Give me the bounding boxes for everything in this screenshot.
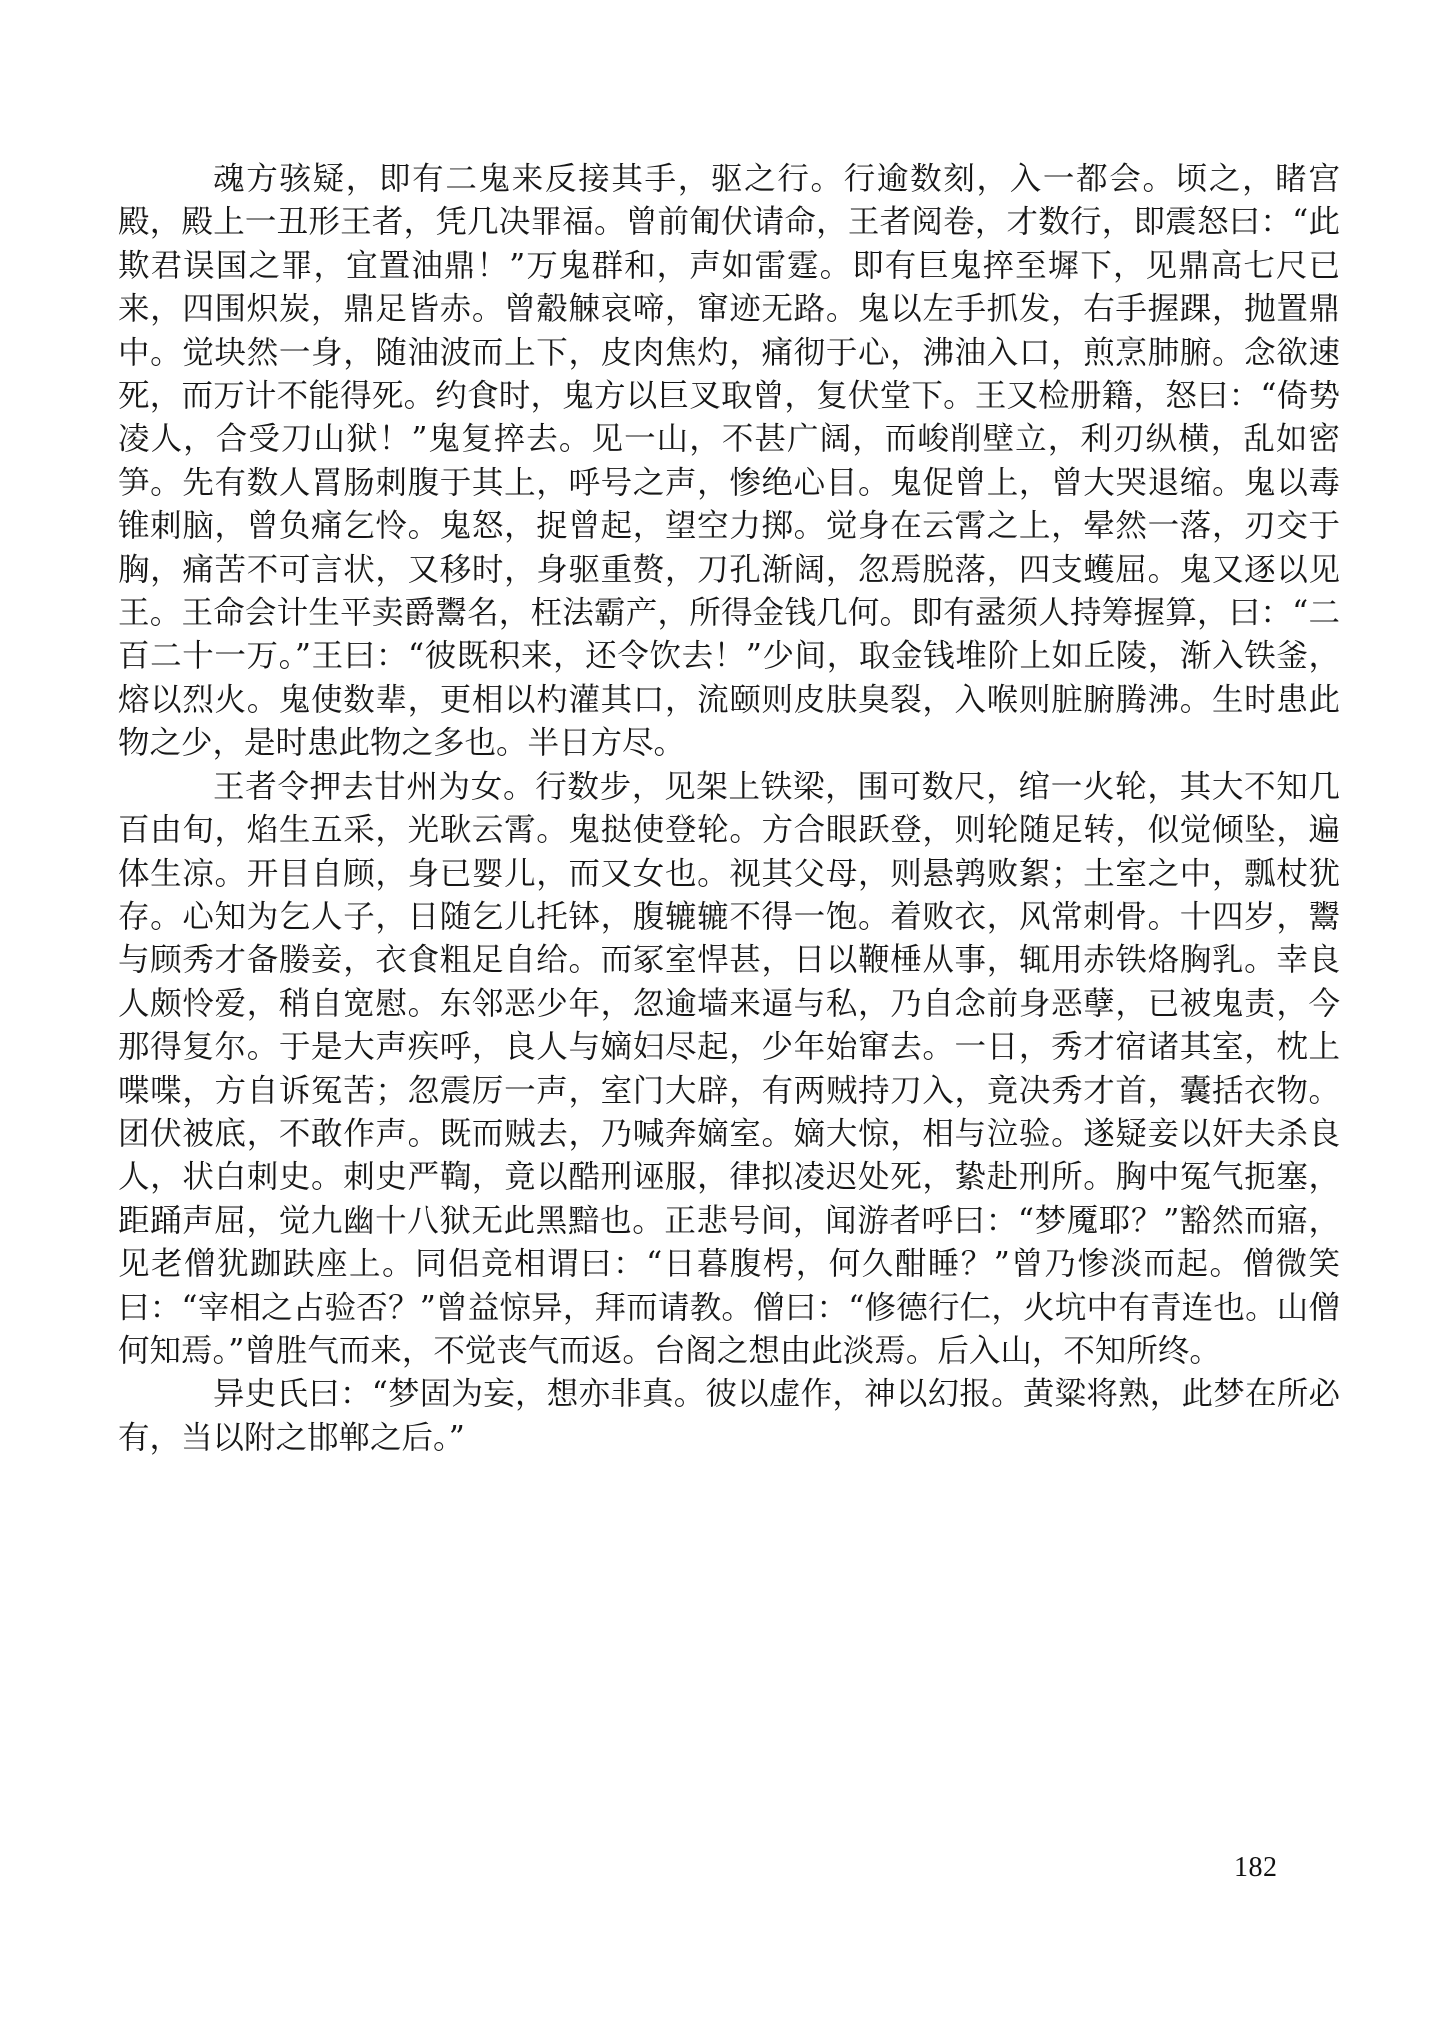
paragraph-2: 王者令押去甘州为女。行数步，见架上铁梁，围可数尺，绾一火轮，其大不知几百由旬，焰生五采，光耿云霄。鬼挞使登轮。方合眼跃登，则轮随足转，似觉倾坠，遍体生凉。开目自顾，身已婴儿，而又女也。视其父母，则悬鹑败絮；土室之中，瓢杖犹存。心知为乞人子，日随乞儿托钵，腹辘辘不得一饱。着败衣，风常刺骨。十四岁，鬻与顾秀才备媵妾，衣食粗足自给。而冢室悍甚，日以鞭棰从事，辄用赤铁烙胸乳。幸良人颇怜爱，稍自宽慰。东邻恶少年，忽逾墙来逼与私，乃自念前身恶孽，已被鬼责，今那得复尔。于是大声疾呼，良人与嫡妇尽起，少年始窜去。一日，秀才宿诸其室，枕上喋喋，方自诉冤苦；忽震厉一声，室门大辟，有两贼持刀入，竟决秀才首，囊括衣物。团伏被底，不敢作声。既而贼去，乃喊奔嫡室。嫡大惊，相与泣验。遂疑妾以奸夫杀良人，状白刺史。刺史严鞫，竟以酷刑诬服，律拟凌迟处死，絷赴刑所。胸中冤气扼塞，距踊声屈，觉九幽十八狱无此黑黯也。正悲号间，闻游者呼曰：“梦魇耶？”豁然而寤，见老僧犹跏趺座上。同侣竞相谓曰：“日暮腹枵，何久酣睡？”曾乃惨淡而起。僧微笑曰：“宰相之占验否？”曾益惊异，拜而请教。僧曰：“修德行仁，火坑中有青连也。山僧何知焉。”曾胜气而来，不觉丧气而返。台阁之想由此淡焉。后入山，不知所终。 [118, 768, 1340, 1369]
paragraph-1: 魂方骇疑，即有二鬼来反接其手，驱之行。行逾数刻，入一都会。顷之，睹宫殿，殿上一丑形王者，凭几决罪福。曾前匍伏请命，王者阅卷，才数行，即震怒曰：“此欺君误国之罪，宜置油鼎！”万鬼群和，声如雷霆。即有巨鬼捽至墀下，见鼎高七尺已来，四围炽炭，鼎足皆赤。曾觳觫哀啼，窜迹无路。鬼以左手抓发，右手握踝，抛置鼎中。觉块然一身，随油波而上下，皮肉焦灼，痛彻于心，沸油入口，煎烹肺腑。念欲速死，而万计不能得死。约食时，鬼方以巨叉取曾，复伏堂下。王又检册籍，怒曰：“倚势凌人，合受刀山狱！”鬼复捽去。见一山，不甚广阔，而峻削壁立，利刃纵横，乱如密笋。先有数人罥肠刺腹于其上，呼号之声，惨绝心目。鬼促曾上，曾大哭退缩。鬼以毒锥刺脑，曾负痛乞怜。鬼怒，捉曾起，望空力掷。觉身在云霄之上，晕然一落，刃交于胸，痛苦不可言状，又移时，身驱重赘，刀孔渐阔，忽焉脱落，四支蠖屈。鬼又逐以见王。王命会计生平卖爵鬻名，枉法霸产，所得金钱几何。即有盝须人持筹握算，曰：“二百二十一万。”王曰：“彼既积来，还令饮去！”少间，取金钱堆阶上如丘陵，渐入铁釜，熔以烈火。鬼使数辈，更相以杓灌其口，流颐则皮肤臭裂，入喉则脏腑腾沸。生时患此物之少，是时患此物之多也。半日方尽。 [118, 161, 1340, 762]
page-number: 182 [1234, 1852, 1278, 1883]
body-text [118, 158, 1340, 1460]
paragraph-3: 异史氏曰：“梦固为妄，想亦非真。彼以虚作，神以幻报。黄粱将熟，此梦在所必有，当以附之邯郸之后。” [118, 1376, 1340, 1456]
